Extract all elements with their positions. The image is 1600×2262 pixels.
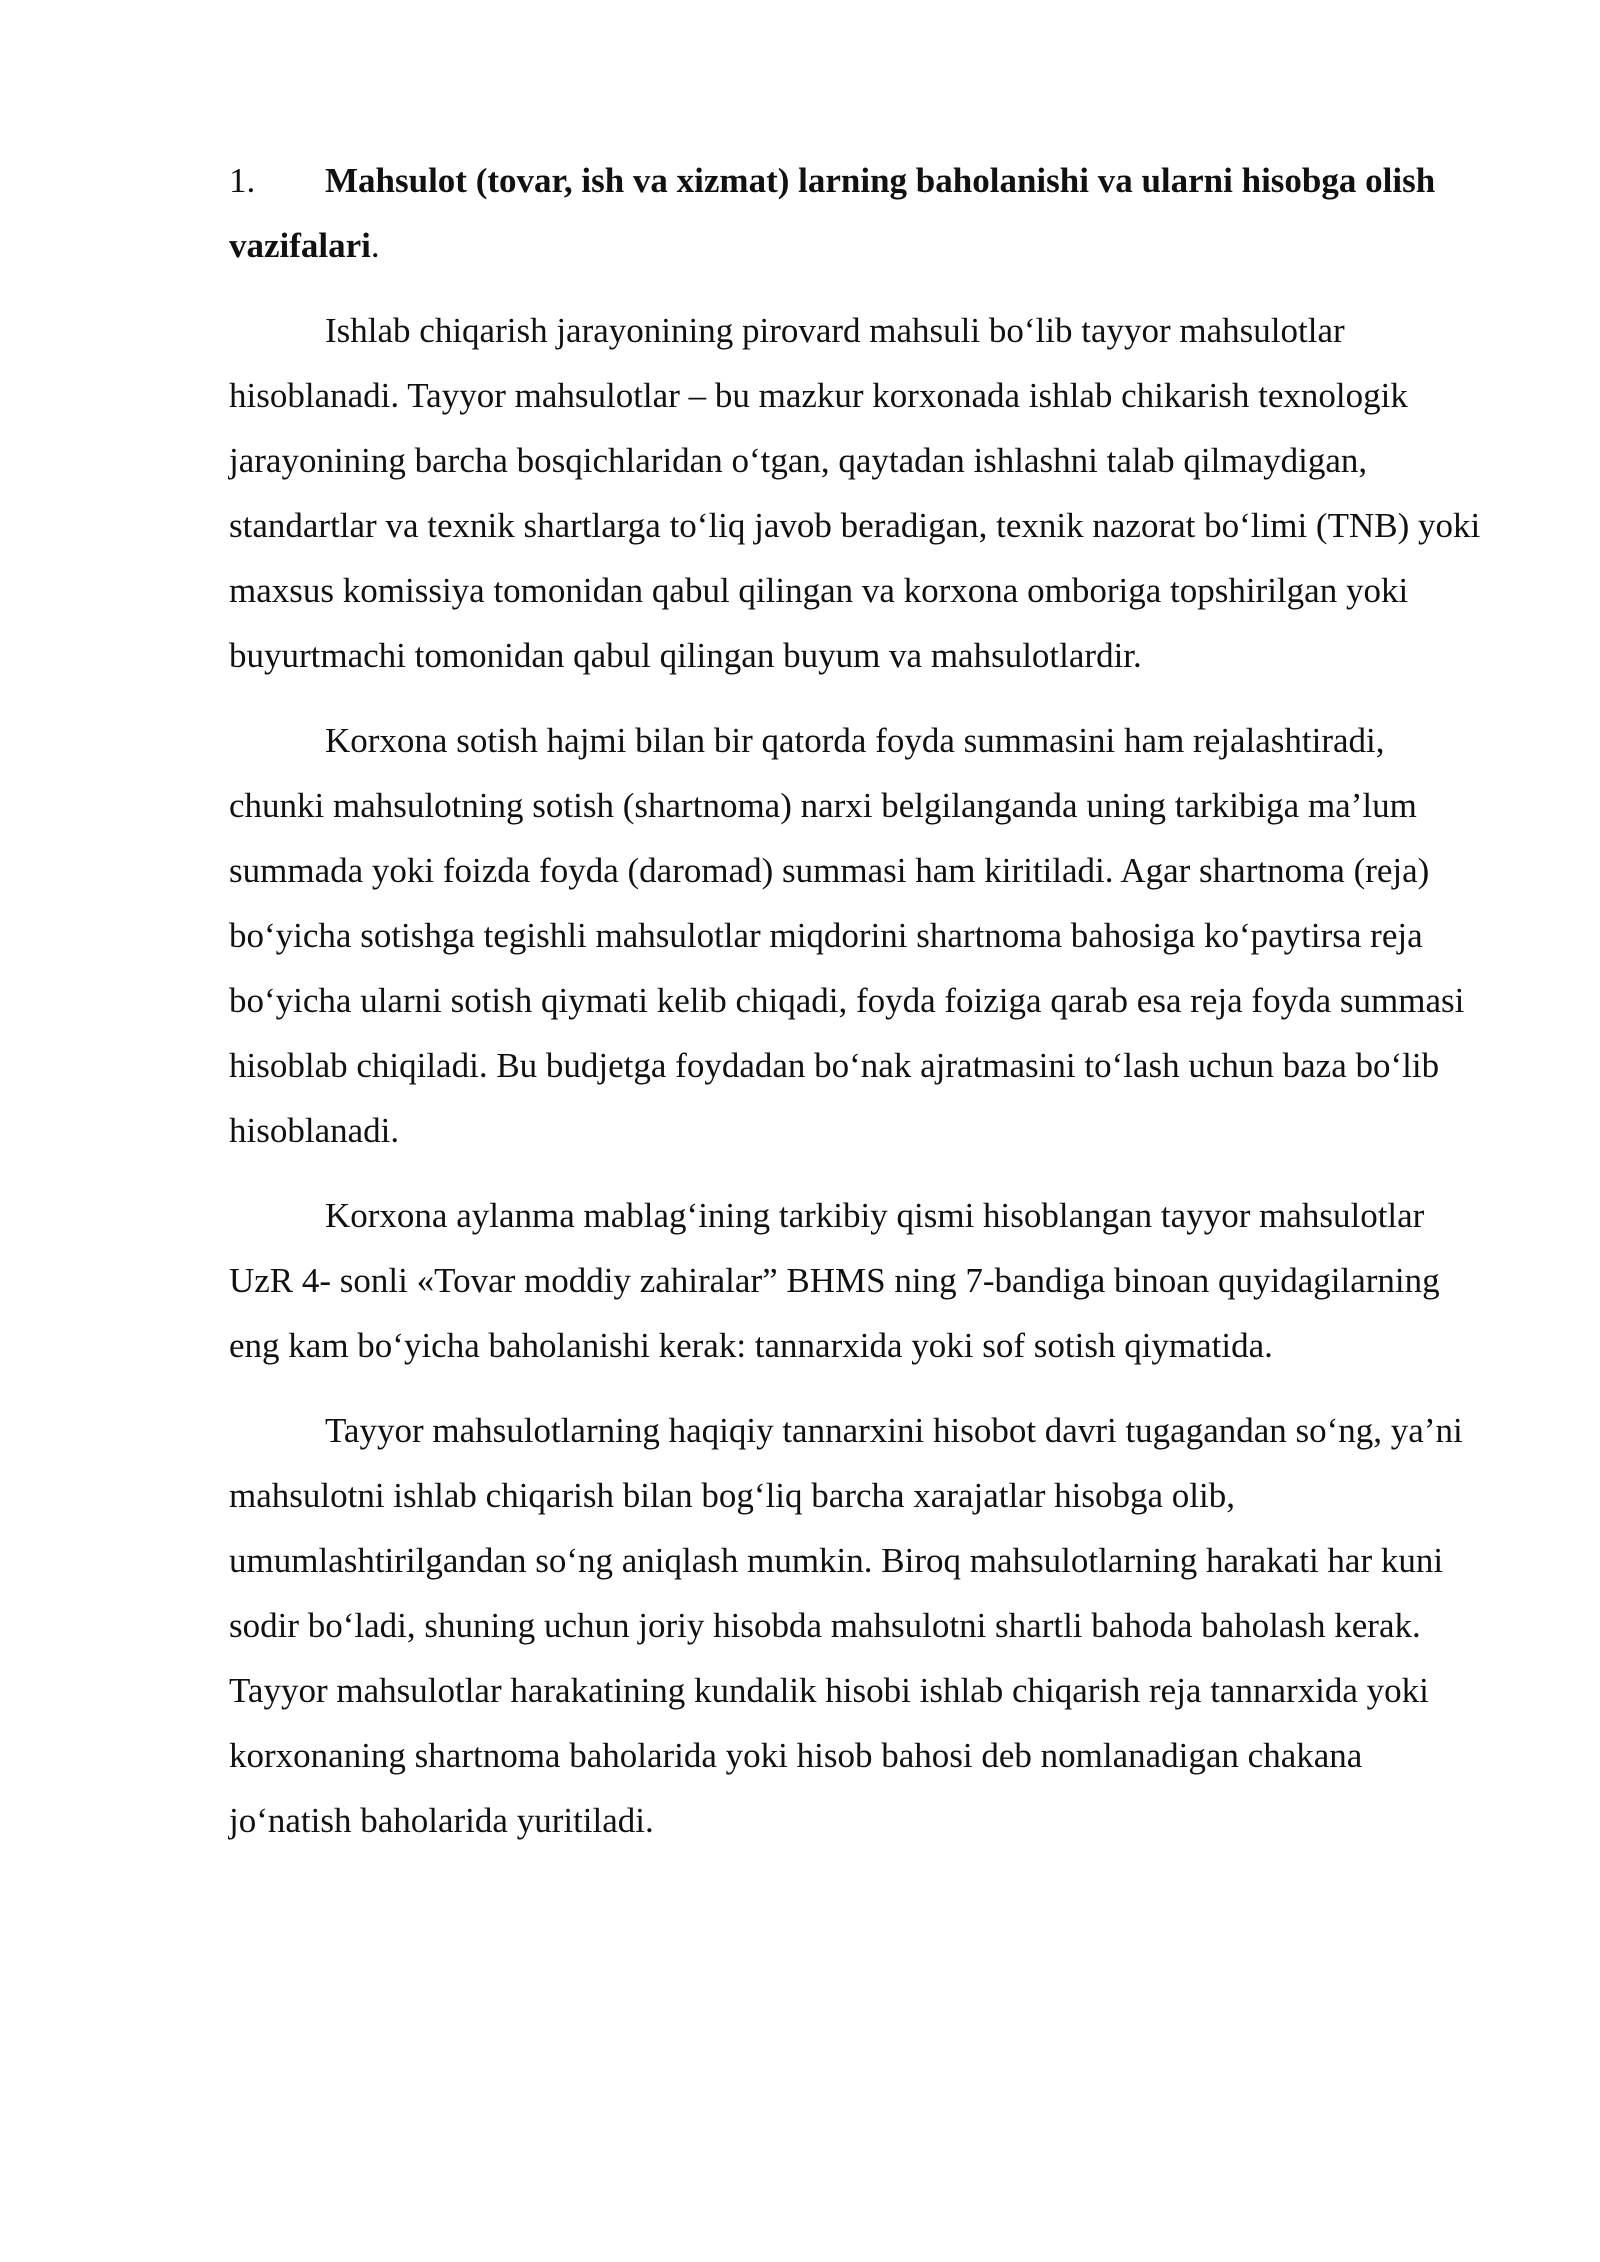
document-page [229,148,1484,1873]
section-title: Mahsulot (tovar, ish va xizmat) larning baholanishi va ularni hisobga olish vazifalari [229,161,1436,265]
section-title-end: . [370,226,380,265]
paragraph-valuation-standard: Korxona aylanma mablag‘ining tarkibiy qismi hisoblangan tayyor mahsulotlar UzR 4- sonli «Tovar moddiy zahiralar” BHMS ning 7-bandiga binoan quyidagilarning eng kam bo‘yicha baholanishi kerak: tannarxida yoki sof sotish qiymatida. [229,1196,1440,1365]
paragraph-actual-cost: Tayyor mahsulotlarning haqiqiy tannarxini hisobot davri tugagandan so‘ng, ya’ni mahsulotni ishlab chiqarish bilan bog‘liq barcha xarajatlar hisobga olib, umumlashtirilgandan so‘ng aniqlash mumkin. Biroq mahsulotlarning harakati har kuni sodir bo‘ladi, shuning uchun joriy hisobda mahsulotni shartli bahoda baholash kerak. Tayyor mahsulotlar harakatining kundalik hisobi ishlab chiqarish reja tannarxida yoki korxonaning shartnoma baholarida yoki hisob bahosi deb nomlanadigan chakana jo‘natish baholarida yuritiladi. [229,1411,1463,1840]
section-number: 1. [229,161,256,200]
paragraph-profit-planning: Korxona sotish hajmi bilan bir qatorda foyda summasini ham rejalashtiradi, chunki mahsulotning sotish (shartnoma) narxi belgilanganda uning tarkibiga ma’lum summada yoki foizda foyda (daromad) summasi ham kiritiladi. Agar shartnoma (reja) bo‘yicha sotishga tegishli mahsulotlar miqdorini shartnoma bahosiga ko‘paytirsa reja bo‘yicha ularni sotish qiymati kelib chiqadi, foyda foiziga qarab esa reja foyda summasi hisoblab chiqiladi. Bu budjetga foydadan bo‘nak ajratmasini to‘lash uchun baza bo‘lib hisoblanadi. [229,721,1465,1150]
paragraph-finished-products: Ishlab chiqarish jarayonining pirovard mahsuli bo‘lib tayyor mahsulotlar hisoblanadi. Tayyor mahsulotlar – bu mazkur korxonada ishlab chikarish texnologik jarayonining barcha bosqichlaridan o‘tgan, qaytadan ishlashni talab qilmaydigan, standartlar va texnik shartlarga to‘liq javob beradigan, texnik nazorat bo‘limi (TNB) yoki maxsus komissiya tomonidan qabul qilingan va korxona omboriga topshirilgan yoki buyurtmachi tomonidan qabul qilingan buyum va mahsulotlardir. [229,311,1481,675]
section-heading [229,148,1484,278]
